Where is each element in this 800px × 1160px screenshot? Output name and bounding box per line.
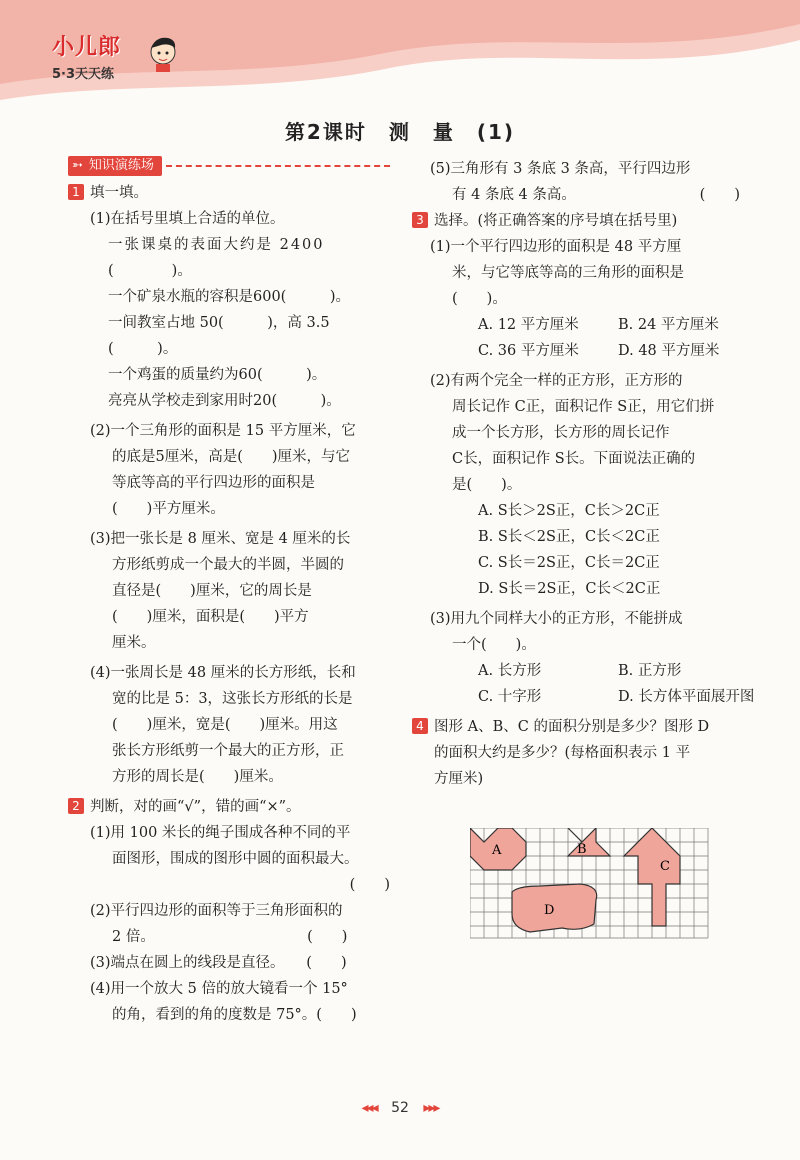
brand-name: 小儿郎 [52, 35, 122, 60]
q2-part5 [430, 156, 760, 208]
option-c: C. 36 平方厘米 [478, 343, 579, 359]
text-line: (4)一张周长是 48 厘米的长方形纸，长和 [90, 665, 356, 681]
text-line: 成一个长方形，长方形的周长记作 [452, 425, 670, 441]
option-d: D. S长＝2S正，C长＜2C正 [478, 581, 661, 597]
text-line: 的角，看到的角的度数是 75°。( ) [112, 1007, 357, 1023]
q1-line: 一个鸡蛋的质量约为60( )。 [108, 367, 327, 383]
question-stem: 选择。(将正确答案的序号填在括号里) [434, 213, 678, 229]
text-line: (2)一个三角形的面积是 15 平方厘米，它 [90, 423, 356, 439]
page-footer [0, 1100, 800, 1116]
right-column [416, 156, 760, 792]
q1-part2 [68, 418, 390, 522]
q3-part2 [430, 368, 760, 602]
option-a: A. 长方形 [478, 663, 542, 679]
q2-part2 [68, 898, 390, 950]
text-line: 方形的周长是( )厘米。 [112, 769, 283, 785]
q3-part1 [430, 234, 760, 364]
left-arrows-icon: ◂◂◂ [361, 1100, 377, 1116]
text-line: 周长记作 C正，面积记作 S正，用它们拼 [452, 399, 715, 415]
text-line: C长，面积记作 S长。下面说法正确的 [452, 451, 696, 467]
question-2 [68, 794, 390, 820]
text-line: 一个( )。 [452, 637, 536, 653]
text-line: ( )平方厘米。 [112, 501, 225, 517]
text-line: 直径是( )厘米，它的周长是 [112, 583, 312, 599]
text-line: 等底等高的平行四边形的面积是 [112, 475, 315, 491]
q1-line: ( )。 [108, 263, 192, 279]
option-a: A. S长＞2S正，C长＞2C正 [478, 503, 660, 519]
q2-part1 [68, 820, 390, 898]
label-b: B [577, 842, 587, 857]
label-c: C [660, 859, 670, 874]
text-line: ( )厘米，宽是( )厘米。用这 [112, 717, 338, 733]
question-3 [412, 208, 760, 234]
section-band-label: ➳ 知识演练场 [68, 156, 162, 176]
option-row [430, 684, 760, 710]
q2-part4 [68, 976, 390, 1028]
text-line: ( )厘米，面积是( )平方 [112, 609, 309, 625]
arrow-icon: ➳ [72, 158, 83, 173]
question-stem: 填一填。 [90, 185, 148, 201]
q1-part3 [68, 526, 390, 656]
option-row [430, 338, 760, 364]
option-b: B. 正方形 [618, 663, 682, 679]
page-number: 52 [391, 1100, 409, 1116]
q1-line: ( )。 [108, 341, 178, 357]
text-line: (3)用九个同样大小的正方形，不能拼成 [430, 611, 683, 627]
text-line: ( )。 [452, 291, 507, 307]
brand-series: 5·3天天练 [52, 67, 115, 82]
option-c: C. 十字形 [478, 689, 542, 705]
label-a: A [492, 843, 502, 858]
text-line: 的面积大约是多少？(每格面积表示 1 平 [434, 745, 691, 761]
text-line: 的底是5厘米，高是( )厘米，与它 [112, 449, 351, 465]
text-line: 方形纸剪成一个最大的半圆，半圆的 [112, 557, 344, 573]
text-line: (1)用 100 米长的绳子围成各种不同的平 [90, 825, 351, 841]
q3-part3 [430, 606, 760, 710]
option-row [430, 312, 760, 338]
text-line: 有 4 条底 4 条高。 [452, 187, 576, 203]
text-line: (2)平行四边形的面积等于三角形面积的 [90, 903, 343, 919]
band-dashed-line [166, 165, 390, 167]
text-line: 厘米。 [112, 635, 156, 651]
option-c: C. S长＝2S正，C长＝2C正 [478, 555, 660, 571]
text-line: 2 倍。 ( ) [112, 929, 348, 945]
q1-line: 一间教室占地 50( )，高 3.5 [108, 315, 330, 331]
option-d: D. 长方体平面展开图 [618, 689, 755, 705]
q2-part3: (3)端点在圆上的线段是直径。 ( ) [90, 955, 347, 971]
label-d: D [544, 903, 555, 918]
question-4 [412, 714, 760, 792]
option-a: A. 12 平方厘米 [478, 317, 579, 333]
question-number: 4 [412, 718, 428, 734]
question-number: 2 [68, 798, 84, 814]
question-number: 3 [412, 212, 428, 228]
text-line: (2)有两个完全一样的正方形，正方形的 [430, 373, 683, 389]
area-grid-figure [470, 828, 720, 940]
page-header [0, 0, 800, 110]
question-stem: 判断，对的画“√”，错的画“×”。 [90, 799, 301, 815]
q1-line: 一个矿泉水瓶的容积是600( )。 [108, 289, 350, 305]
q1-line: 一张课桌的表面大约是 2400 [108, 237, 325, 253]
question-number: 1 [68, 184, 84, 200]
q1-part4 [68, 660, 390, 790]
option-row [430, 658, 760, 684]
text-line: 方厘米) [434, 771, 484, 787]
q1-part1: (1)在括号里填上合适的单位。 [90, 211, 285, 227]
text-line: 米，与它等底等高的三角形的面积是 [452, 265, 684, 281]
shape-c [624, 828, 680, 926]
answer-bracket: ( ) [349, 877, 390, 893]
mascot-icon [146, 34, 180, 72]
brand-logo [52, 30, 121, 82]
text-line: (1)一个平行四边形的面积是 48 平方厘 [430, 239, 682, 255]
section-band [68, 156, 390, 176]
text-line: (5)三角形有 3 条底 3 条高，平行四边形 [430, 161, 691, 177]
text-line: (4)用一个放大 5 倍的放大镜看一个 15° [90, 981, 348, 997]
text-line: 面图形，围成的图形中圆的面积最大。 [112, 851, 359, 867]
left-column [68, 156, 390, 1028]
text-line: (3)把一张长是 8 厘米、宽是 4 厘米的长 [90, 531, 351, 547]
text-line: 宽的比是 5：3，这张长方形纸的长是 [112, 691, 353, 707]
answer-bracket: ( ) [699, 187, 740, 203]
question-1 [68, 180, 390, 206]
option-b: B. S长＜2S正，C长＜2C正 [478, 529, 660, 545]
page-title: 第2课时 测 量 (1) [284, 120, 516, 144]
q1-line: 亮亮从学校走到家用时20( )。 [108, 393, 341, 409]
text-line: 是( )。 [452, 477, 522, 493]
option-b: B. 24 平方厘米 [618, 317, 719, 333]
option-d: D. 48 平方厘米 [618, 343, 720, 359]
right-arrows-icon: ▸▸▸ [423, 1100, 439, 1116]
question-stem: 图形 A、B、C 的面积分别是多少？图形 D [434, 719, 710, 735]
text-line: 张长方形纸剪一个最大的正方形，正 [112, 743, 344, 759]
